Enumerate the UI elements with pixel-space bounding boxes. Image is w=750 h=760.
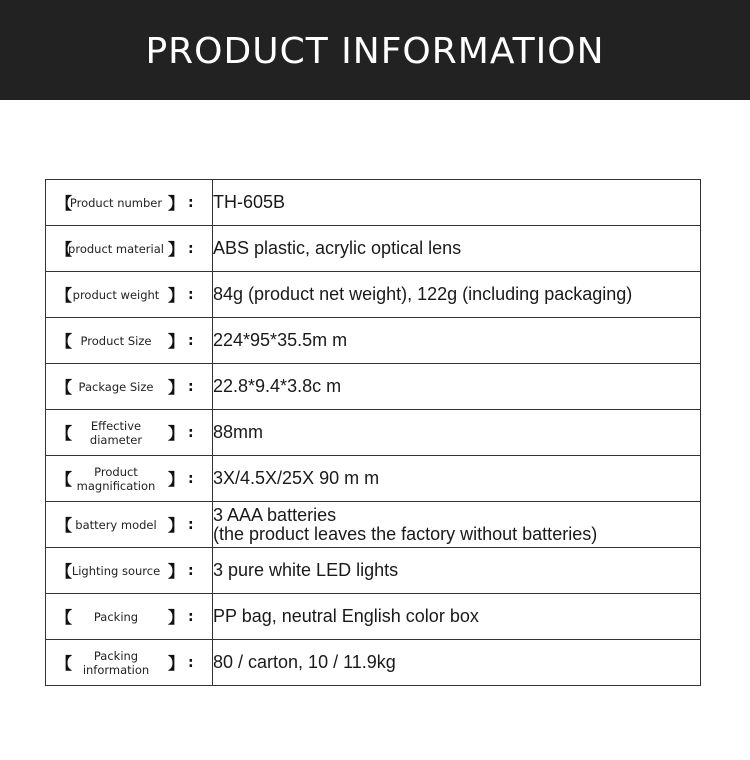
- close-bracket: 】: [168, 332, 185, 351]
- label-cell: [46, 548, 213, 594]
- table-row: [46, 318, 701, 364]
- table-row: [46, 180, 701, 226]
- open-bracket: 【: [56, 286, 73, 305]
- row-value: 84g (product net weight), 122g (including packaging): [213, 272, 701, 318]
- label-cell: [46, 456, 213, 502]
- open-bracket: 【: [56, 562, 73, 581]
- table-row: [46, 410, 701, 456]
- row-value: [213, 502, 701, 548]
- open-bracket: 【: [56, 378, 73, 397]
- page-title: PRODUCT INFORMATION: [145, 30, 605, 72]
- table-row: [46, 364, 701, 410]
- close-bracket: 】: [168, 562, 185, 581]
- label-cell: [46, 318, 213, 364]
- colon: :: [188, 608, 194, 625]
- row-label: product weight: [72, 287, 160, 302]
- row-label: Package Size: [78, 379, 154, 394]
- open-bracket: 【: [56, 470, 73, 489]
- row-value: 22.8*9.4*3.8c m: [213, 364, 701, 410]
- table-row: [46, 640, 701, 686]
- label-cell: [46, 502, 213, 548]
- colon: :: [188, 194, 194, 211]
- row-label: Packing: [93, 609, 139, 624]
- table-row: [46, 272, 701, 318]
- close-bracket: 】: [168, 240, 185, 259]
- colon: :: [188, 240, 194, 257]
- colon: :: [188, 654, 194, 671]
- colon: :: [188, 424, 194, 441]
- colon: :: [188, 378, 194, 395]
- row-label: Packing information: [82, 648, 150, 677]
- colon: :: [188, 516, 194, 533]
- close-bracket: 】: [168, 608, 185, 627]
- table-row: [46, 594, 701, 640]
- row-value: PP bag, neutral English color box: [213, 594, 701, 640]
- close-bracket: 】: [168, 378, 185, 397]
- close-bracket: 】: [168, 654, 185, 673]
- open-bracket: 【: [56, 332, 73, 351]
- close-bracket: 】: [168, 470, 185, 489]
- label-cell: [46, 594, 213, 640]
- row-label: Product number: [69, 195, 163, 210]
- open-bracket: 【: [56, 240, 73, 259]
- open-bracket: 【: [56, 516, 73, 535]
- colon: :: [188, 332, 194, 349]
- close-bracket: 】: [168, 194, 185, 213]
- row-value: 80 / carton, 10 / 11.9kg: [213, 640, 701, 686]
- row-value: 3X/4.5X/25X 90 m m: [213, 456, 701, 502]
- row-label: Effective diameter: [89, 418, 143, 447]
- label-cell: [46, 410, 213, 456]
- row-value: 3 pure white LED lights: [213, 548, 701, 594]
- row-value: TH-605B: [213, 180, 701, 226]
- row-label: battery model: [75, 517, 157, 532]
- label-cell: [46, 364, 213, 410]
- row-value: ABS plastic, acrylic optical lens: [213, 226, 701, 272]
- header-banner: [0, 0, 750, 100]
- colon: :: [188, 286, 194, 303]
- table-row: [46, 548, 701, 594]
- table-row: [46, 502, 701, 548]
- row-label: Product Size: [80, 333, 152, 348]
- close-bracket: 】: [168, 286, 185, 305]
- label-cell: [46, 226, 213, 272]
- row-label: product material: [68, 241, 164, 256]
- label-cell: [46, 640, 213, 686]
- value-line-2: (the product leaves the factory without batteries): [213, 523, 598, 544]
- table-row: [46, 456, 701, 502]
- colon: :: [188, 470, 194, 487]
- open-bracket: 【: [56, 608, 73, 627]
- label-cell: [46, 180, 213, 226]
- row-value: 88mm: [213, 410, 701, 456]
- open-bracket: 【: [56, 194, 73, 213]
- label-cell: [46, 272, 213, 318]
- table-row: [46, 226, 701, 272]
- value-line-1: 3 AAA batteries: [213, 504, 337, 525]
- open-bracket: 【: [56, 424, 73, 443]
- product-spec-table: [45, 179, 701, 686]
- close-bracket: 】: [168, 516, 185, 535]
- row-label: Product magnification: [76, 464, 156, 493]
- close-bracket: 】: [168, 424, 185, 443]
- colon: :: [188, 562, 194, 579]
- row-label: Lighting source: [71, 563, 161, 578]
- open-bracket: 【: [56, 654, 73, 673]
- row-value: 224*95*35.5m m: [213, 318, 701, 364]
